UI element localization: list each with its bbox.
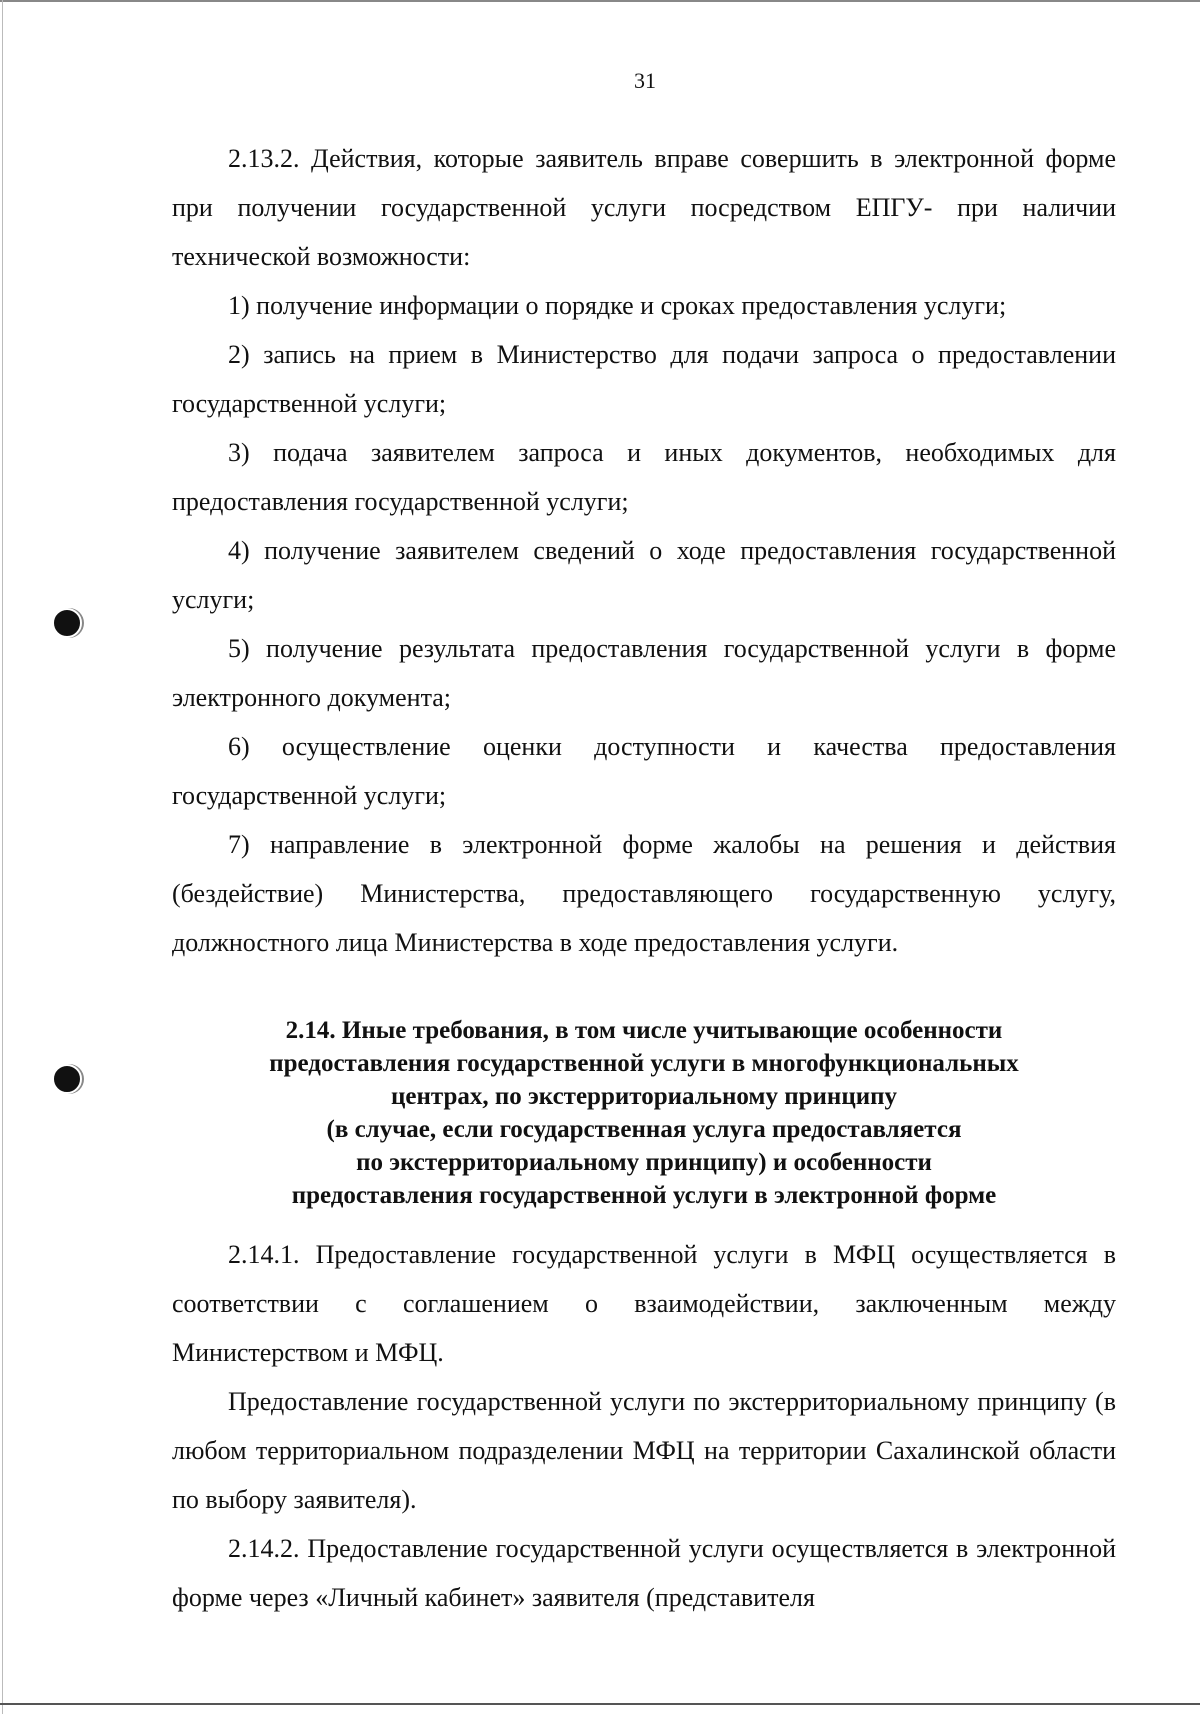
scan-edge-top <box>0 0 1200 2</box>
scan-edge-left <box>2 0 3 1714</box>
heading-line: 2.14. Иные требования, в том числе учитывающие особенности <box>285 1017 1003 1044</box>
paragraph: 3) подача заявителем запроса и иных документов, необходимых для предоставления государственной услуги; <box>172 438 1116 516</box>
heading-line: (в случае, если государственная услуга предоставляется <box>326 1116 962 1143</box>
paragraph: 5) получение результата предоставления государственной услуги в форме электронного документа; <box>172 634 1116 712</box>
heading-line: предоставления государственной услуги в многофункциональных <box>269 1050 1019 1077</box>
paragraph: 7) направление в электронной форме жалобы на решения и действия (бездействие) Министерства, предоставляющего государственную услугу, должностного лица Министерства в ходе предоставления услуги. <box>172 830 1116 957</box>
document-body <box>172 134 1116 1622</box>
punch-hole-icon <box>52 1064 82 1094</box>
paragraph: 2.14.1. Предоставление государственной услуги в МФЦ осуществляется в соответствии с соглашением о взаимодействии, заключенным между Министерством и МФЦ. <box>172 1240 1116 1367</box>
paragraph: 6) осуществление оценки доступности и качества предоставления государственной услуги; <box>172 732 1116 810</box>
heading-line: центрах, по экстерриториальному принципу <box>390 1083 898 1110</box>
paragraph: 2.13.2. Действия, которые заявитель вправе совершить в электронной форме при получении государственной услуги посредством ЕПГУ- при наличии технической возможности: <box>172 144 1116 271</box>
paragraph: 1) получение информации о порядке и сроках предоставления услуги; <box>228 291 1007 320</box>
section-heading <box>172 1014 1116 1212</box>
paragraph: 2.14.2. Предоставление государственной услуги осуществляется в электронной форме через «Личный кабинет» заявителя (представителя <box>172 1534 1116 1612</box>
heading-line: предоставления государственной услуги в электронной форме <box>291 1182 997 1209</box>
page-number: 31 <box>634 68 656 93</box>
punch-hole-icon <box>52 608 82 638</box>
heading-line: по экстерриториальному принципу) и особенности <box>356 1149 932 1176</box>
paragraph: 2) запись на прием в Министерство для подачи запроса о предоставлении государственной услуги; <box>172 340 1116 418</box>
scan-edge-bottom <box>0 1703 1200 1705</box>
paragraph: Предоставление государственной услуги по экстерриториальному принципу (в любом территориальном подразделении МФЦ на территории Сахалинской области по выбору заявителя). <box>172 1387 1116 1514</box>
paragraph: 4) получение заявителем сведений о ходе предоставления государственной услуги; <box>172 536 1116 614</box>
